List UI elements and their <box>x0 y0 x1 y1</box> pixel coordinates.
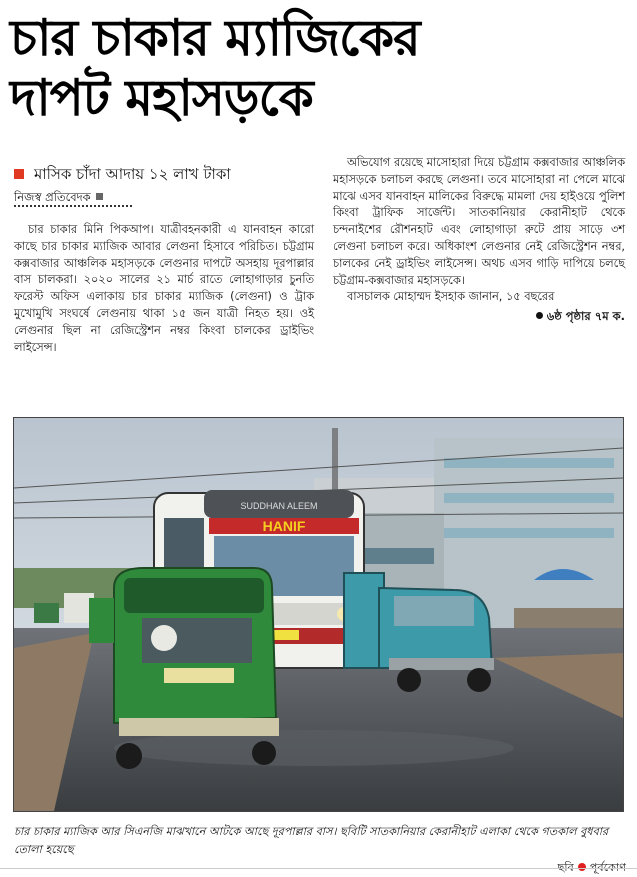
red-square-icon <box>14 169 24 179</box>
bullet-icon <box>536 312 543 319</box>
dotted-divider <box>14 205 132 207</box>
right-column <box>333 155 625 325</box>
subheadline-text: মাসিক চাঁদা আদায় ১২ লাখ টাকা <box>34 165 231 183</box>
continued-marker <box>333 308 625 325</box>
bottom-rule <box>0 868 637 869</box>
credit-source: পূর্বকোণ <box>589 861 626 874</box>
credit-label: ছবি <box>557 861 574 874</box>
bus-sign-text: HANIF <box>262 518 306 534</box>
headline-line-1: চার চাকার ম্যাজিকের <box>10 8 420 67</box>
headline <box>10 8 530 128</box>
left-column <box>14 222 314 356</box>
byline-text: নিজস্ব প্রতিবেদক <box>14 190 91 204</box>
caption-text: চার চাকার ম্যাজিক আর সিএনজি মাঝখানে আটকে আছে দূরপাল্লার বাস। ছবিটি সাতকানিয়ার কেরানীহাট এলাকা থেকে গতকাল বুধবার তোলা হয়েছে <box>14 825 609 856</box>
news-photo <box>13 417 624 812</box>
headline-line-2: দাপট মহাসড়কে <box>10 68 313 127</box>
left-paragraph-1: চার চাকার মিনি পিকআপ। যাত্রীবহনকারী এ যানবাহন কারো কাছে চার চাকার ম্যাজিক আবার লেগুনা হিসাবে পরিচিত। চট্টগ্রাম কক্সবাজার আঞ্চলিক মহাসড়কে লেগুনার দাপটে অসহায় দূরপাল্লার বাস চালকরা। ২০২০ সালের ২১ মার্চ রাতে লোহাগাড়ার চুনতি ফরেস্ট অফিস এলাকায় চার চাকার ম্যাজিক (লেগুনা) ও ট্রাক মুখোমুখি সংঘর্ষে লেগুনায় থাকা ১৫ জন যাত্রী নিহত হয়। ওই লেগুনার ছিল না রেজিস্ট্রেশন নম্বর কিংবা চালকের ড্রাইভিং লাইসেন্স। <box>14 223 314 354</box>
right-paragraph-2: বাসচালক মোহাম্মদ ইসহাক জানান, ১৫ বছরের <box>347 290 555 304</box>
subheadline <box>14 163 231 188</box>
right-paragraph-1: অভিযোগ রয়েছে মাসোহারা দিয়ে চট্টগ্রাম কক্সবাজার আঞ্চলিক মহাসড়কে চলাচল করছে লেগুনা। তবে মাসোহারা না পেলে মাঝে মাঝে এসব যানবাহন মালিকের বিরুদ্ধে মামলা দেয় হাইওয়ে পুলিশ কিংবা ট্রাফিক সার্জেন্ট। সাতকানিয়ার কেরানীহাট থেকে চন্দনাইশের রৌশনহাট এবং লোহাগাড়া রুটে প্রায় সাড়ে ৩শ লেগুনা চলাচল করে। অধিকাংশ লেগুনার নেই রেজিস্ট্রেশন নম্বর, চালকের নেই ড্রাইভিং লাইসেন্স। অথচ এসব গাড়ি দাপিয়ে চলছে চট্টগ্রাম-কক্সবাজার মহাসড়কে। <box>333 156 625 287</box>
continued-text: ৬ষ্ঠ পৃষ্ঠার ৭ম ক. <box>546 309 625 324</box>
red-dot-icon <box>578 863 586 871</box>
gray-square-icon <box>96 193 103 200</box>
bus-roof-text: SUDDHAN ALEEM <box>240 501 318 511</box>
photo-illustration <box>14 418 623 811</box>
